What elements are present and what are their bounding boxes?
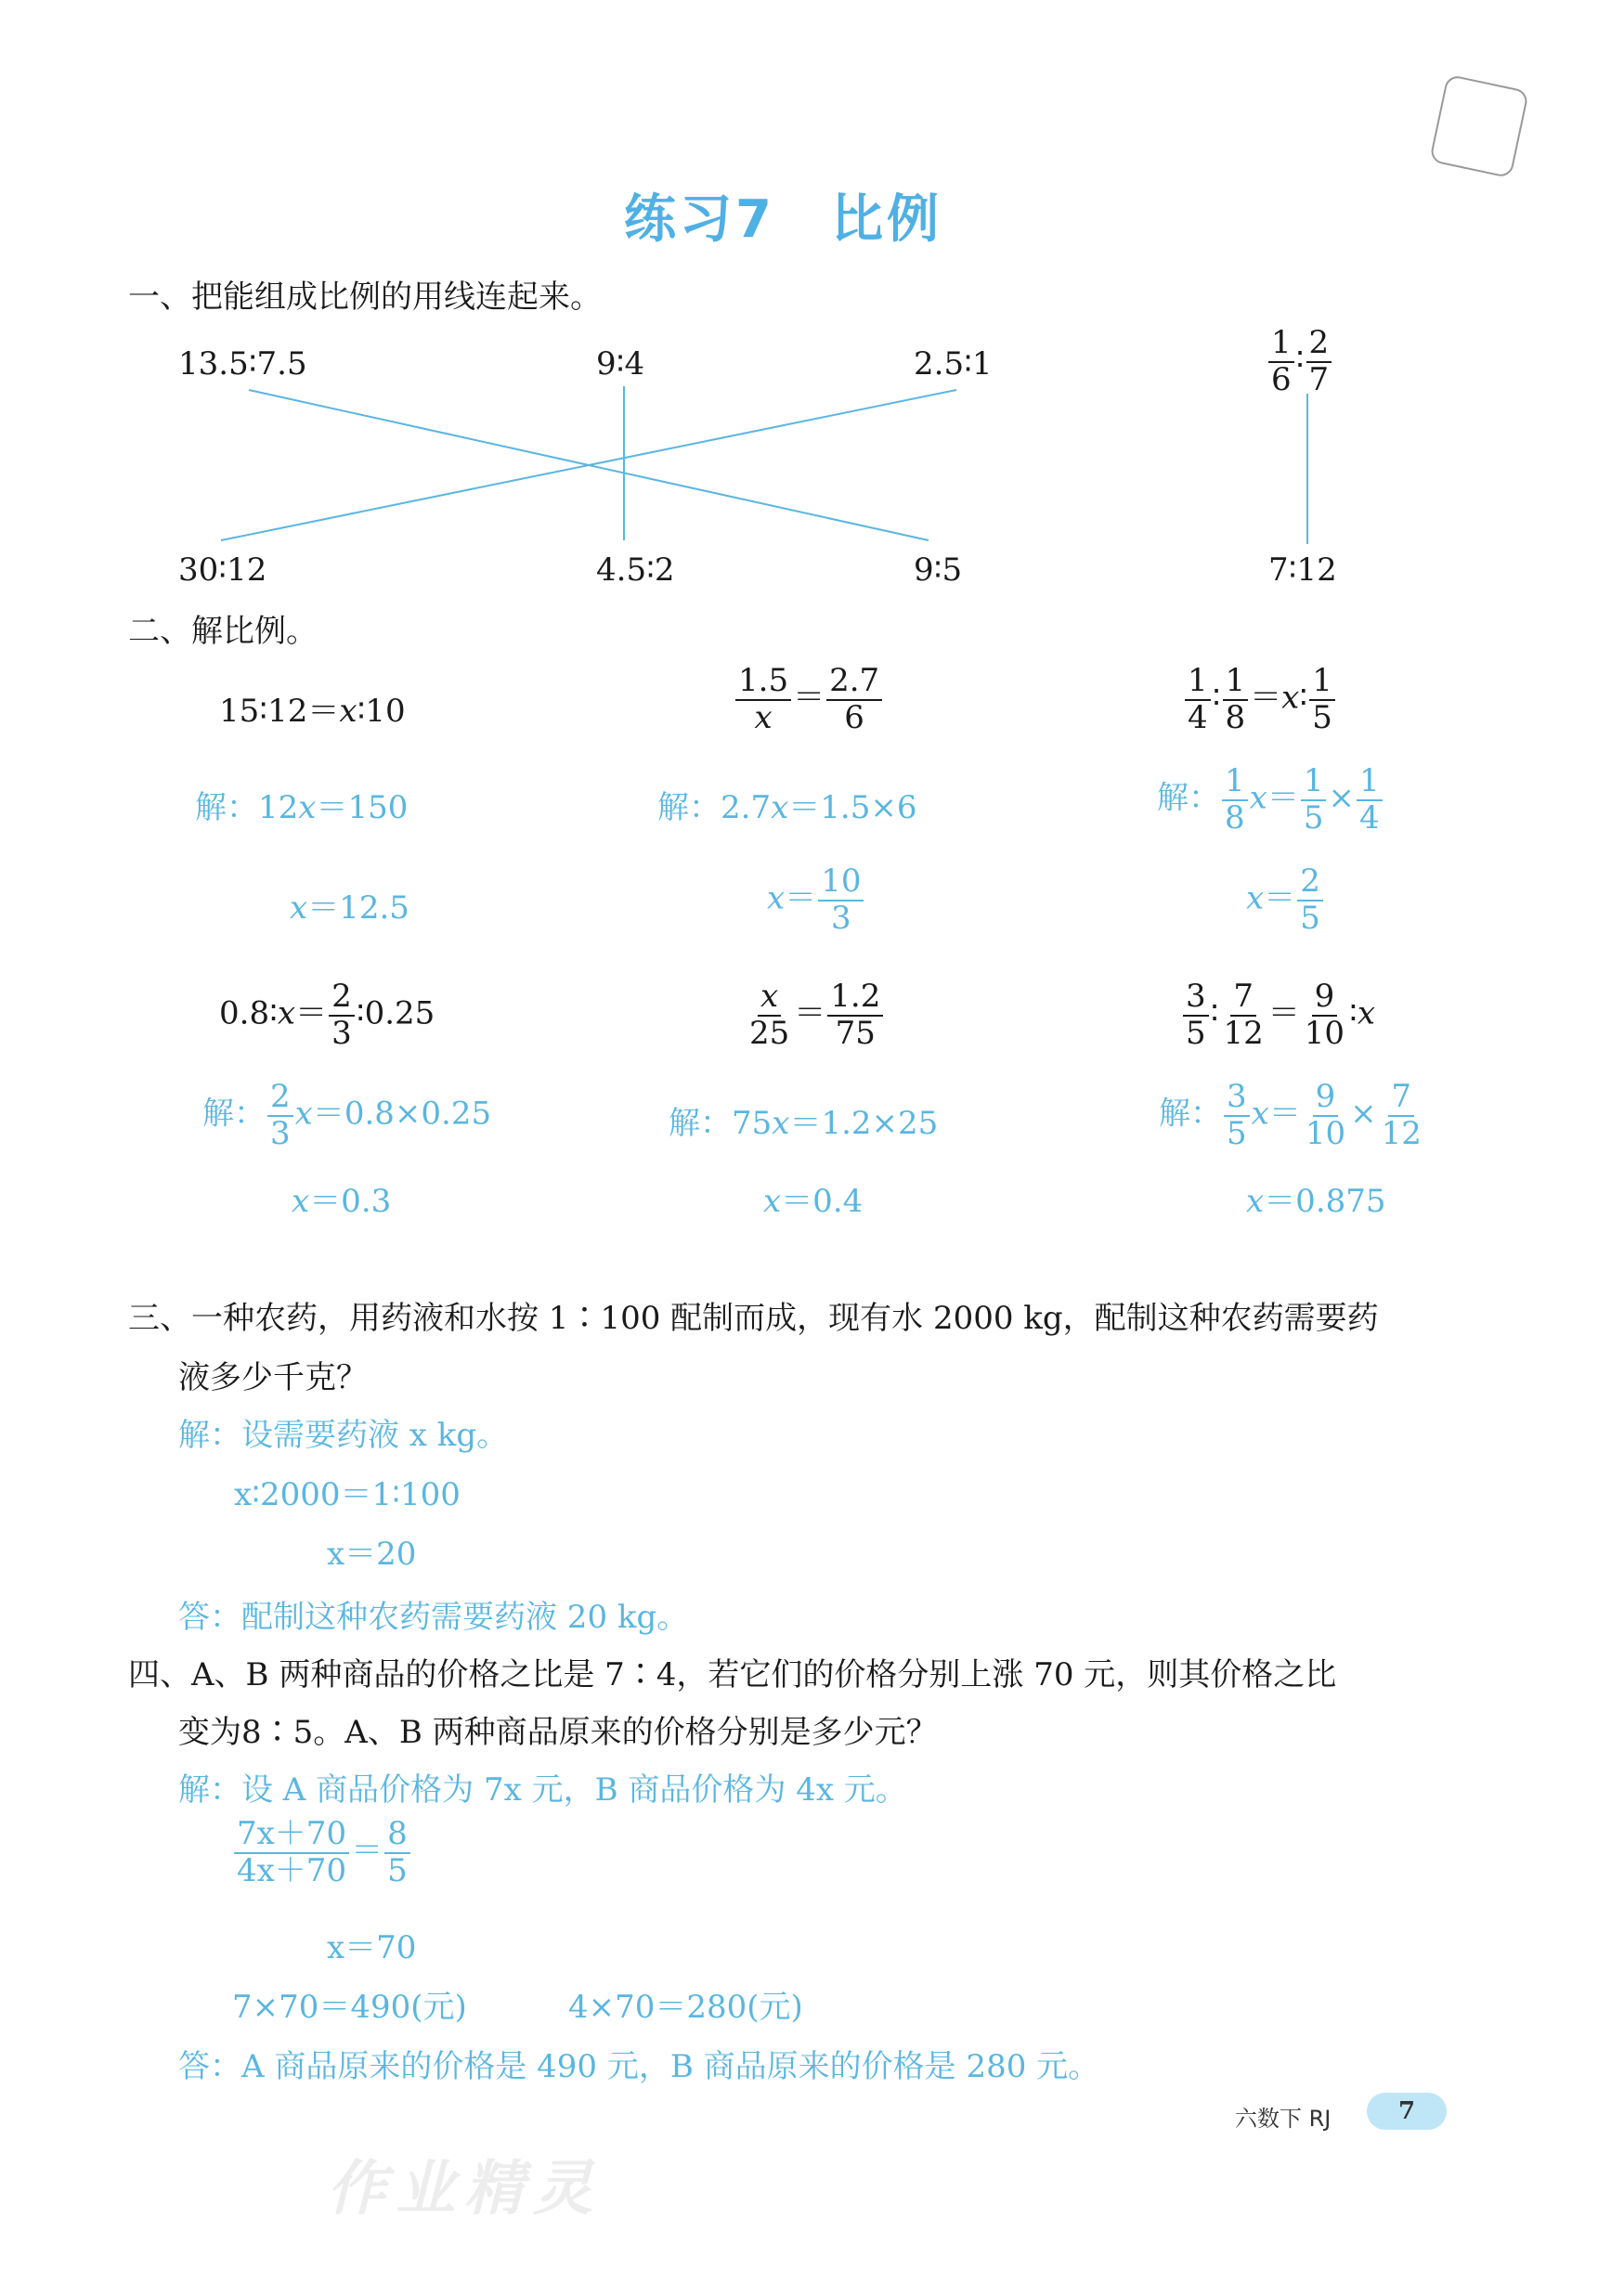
q3-question-line-2: 液多少千克？: [178, 1359, 368, 1396]
q2-solution-3: 解： $\frac{1}{8}$ x＝ $\frac{1}{5}$ × $\frac{1}{4}$: [1157, 765, 1384, 835]
q4-question-line-2: 变为8∶5。A、B 两种商品原来的价格分别是多少元？: [178, 1714, 938, 1751]
q2-solution-2: 解：2.7x＝1.5×6: [657, 789, 917, 826]
q1-bottom-4: 7∶12: [1268, 551, 1337, 589]
q2-result-5: x＝0.4: [763, 1183, 864, 1220]
q1-top-4: $\frac{1}{6}$ ∶ $\frac{2}{7}$: [1267, 327, 1333, 396]
q3-answer-2: x∶2000＝1∶100: [234, 1476, 461, 1513]
match-line-2: [221, 390, 956, 540]
q2-problem-6: $\frac{3}{5}$ ∶ $\frac{7}{12}$ ＝ $\frac{9}{10}$ ∶x: [1181, 980, 1375, 1050]
page-title: 练习7 比例: [624, 189, 942, 250]
q1-top-1: 13.5∶7.5: [178, 345, 307, 383]
q4-answer-4a: 7×70＝490(元): [232, 1989, 467, 2026]
q2-problem-1: 15∶12＝x∶10: [219, 693, 406, 730]
q2-solution-1: 解：12x＝150: [195, 789, 409, 826]
q2-problem-4: 0.8∶x＝ $\frac{2}{3}$ ∶0.25: [219, 978, 435, 1052]
q3-answer-1: 解：设需要药液 x kg。: [178, 1417, 509, 1454]
q3-answer-3: x＝20: [327, 1536, 417, 1573]
q1-bottom-1: 30∶12: [178, 551, 267, 589]
q2-result-2: x＝ $\frac{10}{3}$: [767, 865, 865, 935]
footer-book-label: 六数下 RJ: [1235, 2106, 1332, 2132]
q2-result-3: x＝ $\frac{2}{5}$: [1246, 865, 1325, 935]
q2-result-6: x＝0.875: [1246, 1183, 1386, 1220]
watermark-logo: 作业精灵: [327, 2155, 602, 2224]
q2-problem-2: $\frac{1.5}{x}$ ＝ $\frac{2.7}{6}$: [734, 665, 884, 734]
q3-answer-4: 答：配制这种农药需要药液 20 kg。: [178, 1599, 689, 1636]
q3-question-line-1: 三、一种农药，用药液和水按 1∶100 配制而成，现有水 2000 kg，配制这种农药需要药: [128, 1300, 1379, 1337]
q2-result-1: x＝12.5: [290, 889, 409, 927]
q1-bottom-3: 9∶5: [914, 551, 963, 589]
q4-answer-4b: 4×70＝280(元): [568, 1989, 803, 2026]
q2-label: 二、解比例。: [128, 613, 318, 650]
q4-answer-3: x＝70: [327, 1929, 417, 1966]
q1-top-2: 9∶4: [596, 345, 645, 383]
q4-answer-equation: $\frac{7x+70}{4x+70}$ ＝ $\frac{8}{5}$: [232, 1818, 412, 1887]
q1-bottom-2: 4.5∶2: [596, 551, 675, 589]
q4-answer-1: 解：设 A 商品价格为 7x 元，B 商品价格为 4x 元。: [178, 1771, 907, 1809]
q2-solution-6: 解： $\frac{3}{5}$ x＝ $\frac{9}{10}$ × $\frac{7}{12}$: [1159, 1078, 1422, 1152]
page-number: 7: [1367, 2093, 1447, 2130]
q1-label: 一、把能组成比例的用线连起来。: [128, 279, 602, 316]
q2-problem-3: $\frac{1}{4}$ ∶ $\frac{1}{8}$ ＝x∶ $\frac{1}{5}$: [1183, 665, 1337, 734]
q2-solution-5: 解：75x＝1.2×25: [669, 1105, 939, 1142]
q1-top-3: 2.5∶1: [914, 345, 993, 383]
q2-result-4: x＝0.3: [292, 1183, 392, 1220]
q2-problem-5: $\frac{x}{25}$ ＝ $\frac{1.2}{75}$: [745, 980, 885, 1050]
q4-question-line-1: 四、A、B 两种商品的价格之比是 7∶4，若它们的价格分别上涨 70 元，则其价格之比: [128, 1656, 1337, 1693]
q4-answer-5: 答：A 商品原来的价格是 490 元，B 商品原来的价格是 280 元。: [178, 2048, 1100, 2085]
q2-solution-4: 解： $\frac{2}{3}$ x＝0.8×0.25: [202, 1078, 492, 1152]
